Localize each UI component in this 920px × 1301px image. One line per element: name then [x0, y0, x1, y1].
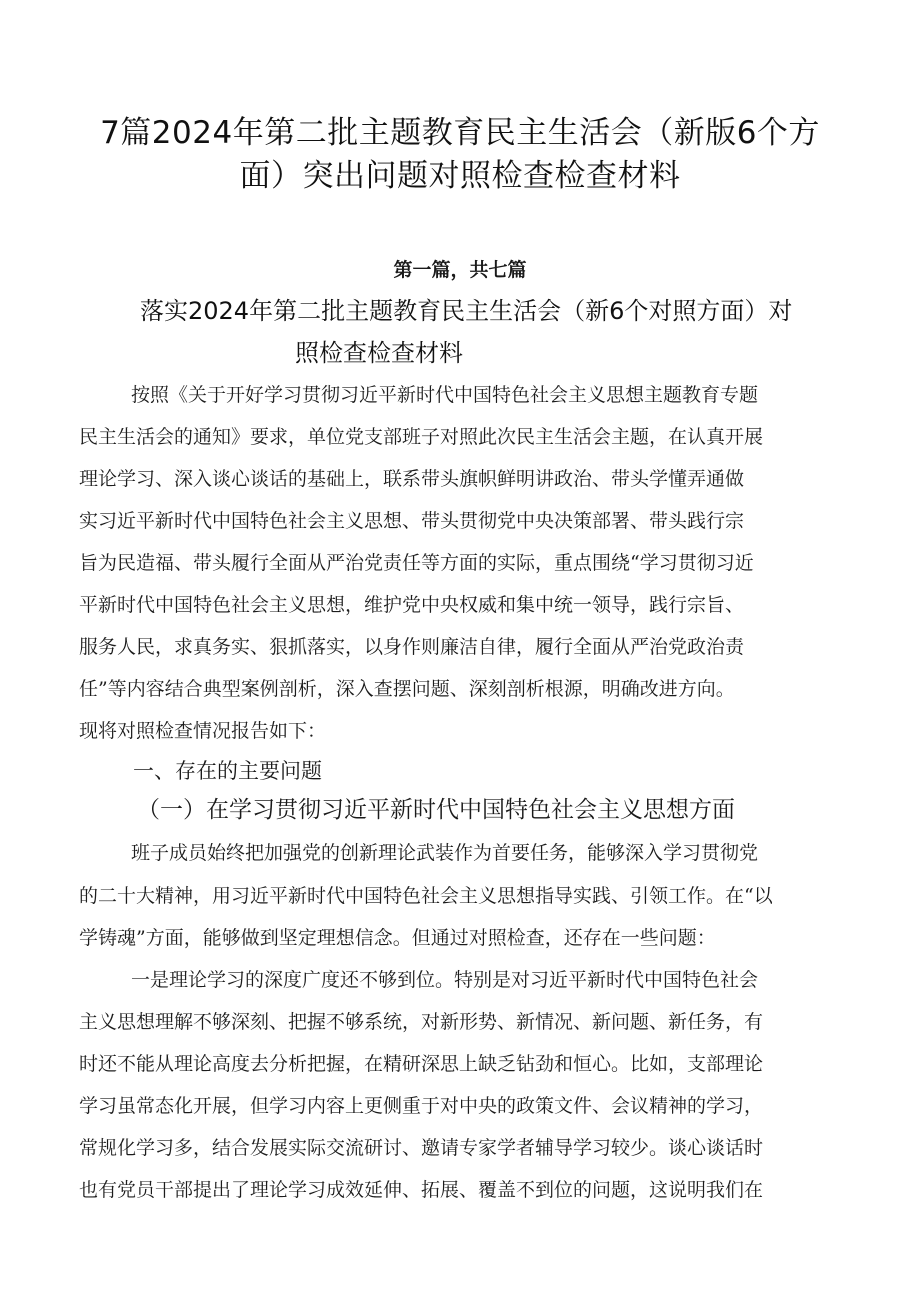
- intro-line: 旨为民造福、带头履行全面从严治党责任等方面的实际，重点围绕“学习贯彻习近: [79, 552, 754, 574]
- document-title-line-2: 面）突出问题对照检查检查材料: [239, 158, 681, 194]
- section-title-line-1: 落实2024年第二批主题教育民主生活会（新6个对照方面）对: [140, 297, 793, 325]
- document-title-line-1: 7篇2024年第二批主题教育民主生活会（新版6个方: [100, 115, 820, 151]
- intro-line: 民主生活会的通知》要求，单位党支部班子对照此次民主生活会主题，在认真开展: [79, 426, 764, 448]
- section-title-line-2: 照检查检查材料: [295, 339, 463, 367]
- heading-main-problems: 一、存在的主要问题: [133, 759, 322, 783]
- body-line: 主义思想理解不够深刻、把握不够系统，对新形势、新情况、新问题、新任务，有: [79, 1011, 764, 1033]
- heading-subsection-1: （一）在学习贯彻习近平新时代中国特色社会主义思想方面: [137, 797, 735, 823]
- body-line: 一是理论学习的深度广度还不够到位。特别是对习近平新时代中国特色社会: [131, 969, 759, 991]
- body-line: 班子成员始终把加强党的创新理论武装作为首要任务，能够深入学习贯彻党: [131, 842, 759, 864]
- intro-line: 按照《关于开好学习贯彻习近平新时代中国特色社会主义思想主题教育专题: [131, 384, 759, 406]
- body-line: 学习虽常态化开展，但学习内容上更侧重于对中央的政策文件、会议精神的学习，: [79, 1095, 764, 1117]
- intro-line: 实习近平新时代中国特色社会主义思想、带头贯彻党中央决策部署、带头践行宗: [79, 510, 745, 532]
- body-line: 常规化学习多，结合发展实际交流研讨、邀请专家学者辅导学习较少。谈心谈话时: [79, 1137, 764, 1159]
- intro-line: 服务人民，求真务实、狠抓落实，以身作则廉洁自律，履行全面从严治党政治责: [79, 636, 745, 658]
- body-line: 的二十大精神，用习近平新时代中国特色社会主义思想指导实践、引领工作。在“以: [79, 885, 773, 907]
- intro-line: 理论学习、深入谈心谈话的基础上，联系带头旗帜鲜明讲政治、带头学懂弄通做: [79, 468, 745, 490]
- body-line: 也有党员干部提出了理论学习成效延伸、拓展、覆盖不到位的问题，这说明我们在: [79, 1179, 764, 1201]
- intro-line: 平新时代中国特色社会主义思想，维护党中央权威和集中统一领导，践行宗旨、: [79, 594, 745, 616]
- body-line: 时还不能从理论高度去分析把握，在精研深思上缺乏钻劲和恒心。比如，支部理论: [79, 1053, 764, 1075]
- intro-line: 任”等内容结合典型案例剖析，深入查摆问题、深刻剖析根源，明确改进方向。: [79, 678, 735, 700]
- part-label: 第一篇，共七篇: [393, 259, 527, 281]
- intro-line: 现将对照检查情况报告如下：: [79, 720, 327, 742]
- body-line: 学铸魂”方面，能够做到坚定理想信念。但通过对照检查，还存在一些问题：: [79, 927, 716, 949]
